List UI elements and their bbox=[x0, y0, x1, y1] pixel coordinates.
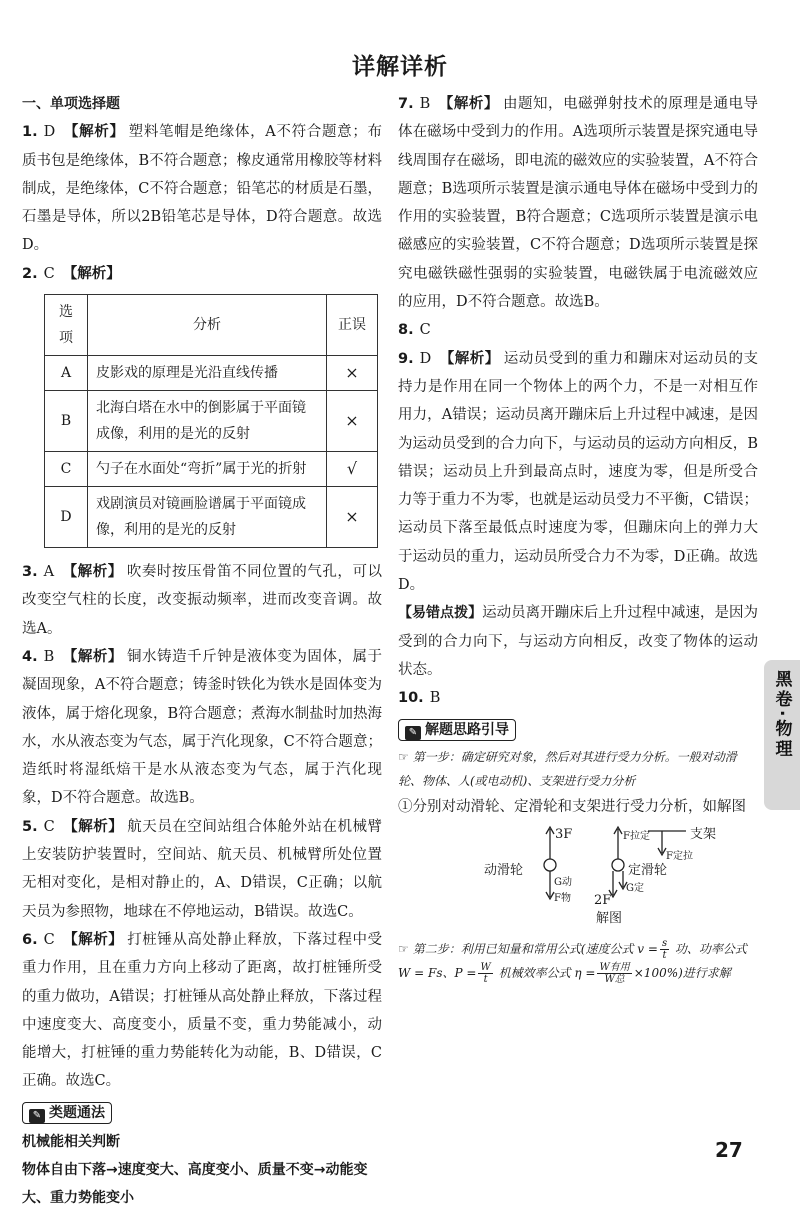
method-subtitle: 机械能相关判断 bbox=[22, 1133, 120, 1150]
force-diagram: 3F 动滑轮 G动 F物 F拉定 定滑轮 G定 2F 支架 F定拉 解图 bbox=[428, 825, 728, 925]
answer-4: 4. B 【解析】 铜水铸造千斤钟是液体变为固体，属于凝固现象，A不符合题意；铸釜时铁化为铁水是固体变为液体，属于熔化现象，B符合题意；煮海水制盐时加热海水，水从液态变为气态，属于汽化现象，C不符合题意；造纸时将湿纸焙干是水从液态变为气态，属于汽化现象，D不符合题意。故选B。 bbox=[22, 648, 383, 807]
analysis-tag: 【解析】 bbox=[63, 124, 125, 141]
table-header: 正误 bbox=[327, 295, 378, 356]
q-answer: D bbox=[43, 124, 56, 141]
answer-1 bbox=[22, 118, 382, 259]
q-answer: C bbox=[43, 265, 55, 282]
section-heading: 一、单项选择题 bbox=[22, 96, 120, 112]
left-column bbox=[22, 90, 382, 1213]
answer-10: 10. B bbox=[398, 690, 441, 707]
q-number: 1. bbox=[22, 124, 38, 141]
hand-pointer-icon: ☞ bbox=[398, 941, 409, 956]
fraction: $\frac{W}{t}$ bbox=[480, 961, 491, 985]
step-1-detail: ①分别对动滑轮、定滑轮和支架进行受力分析，如解图 bbox=[398, 798, 746, 815]
q-number: 2. bbox=[22, 265, 38, 282]
table-row: D 戏剧演员对镜画脸谱属于平面镜成像，利用的是光的反射 × bbox=[45, 487, 378, 548]
right-column bbox=[398, 90, 758, 985]
answer-2 bbox=[22, 260, 382, 288]
answer-8: 8. C bbox=[398, 322, 431, 339]
force-diagram-lines bbox=[428, 825, 728, 925]
answer-7: 7. B 【解析】 由题知，电磁弹射技术的原理是通电导体在磁场中受到力的作用。A选项所示装置是探究通电导线周围存在磁场，即电流的磁效应的实验装置，A不符合题意；B选项所示装置是演示通电导体在磁场中受到力的作用的实验装置，B符合题意；C选项所示装置是演示电磁感应的实验装置，C不符合题意；D选项所示装置是探究电磁铁磁性强弱的实验装置，电磁铁属于电流磁效应的应用，D不符合题意。故选B。 bbox=[398, 96, 759, 311]
hand-pointer-icon: ☞ bbox=[398, 749, 409, 764]
table-row: B 北海白塔在水中的倒影属于平面镜成像，利用的是光的反射 × bbox=[45, 391, 378, 452]
table-header: 选项 bbox=[45, 295, 88, 356]
guide-badge: ✎ 解题思路引导 bbox=[398, 719, 516, 741]
analysis-tag: 【解析】 bbox=[62, 265, 121, 282]
answer-6: 6. C 【解析】 打桩锤从高处静止释放，下落过程中受重力作用，且在重力方向上移动了距离，故打桩锤所受的重力做功，A错误；打桩锤从高处静止释放，下落过程中速度变大、高度变小，质量不变，重力势能减小，动能增大，打桩锤的重力势能转化为动能，B、D错误，C正确。故选C。 bbox=[22, 931, 383, 1090]
table-row: A 皮影戏的原理是光沿直线传播 × bbox=[45, 356, 378, 391]
method-summary: 物体自由下落→速度变大、高度变小、质量不变→动能变大、重力势能变小 bbox=[22, 1162, 368, 1207]
step-2: ☞ 第二步：利用已知量和常用公式(速度公式 v = $\frac{s}{t}$ 功、功率公式 W = Fs、P = $\frac{W}{t}$ 机械效率公式 η = W有用 W总 ×100%)进行求解 bbox=[398, 937, 747, 985]
page-title: 详解详析 bbox=[352, 54, 448, 80]
step-1: ☞ 第一步：确定研究对象，然后对其进行受力分析。一般对动滑轮、物体、人(或电动机)、支架进行受力分析 bbox=[398, 749, 737, 788]
answer-3: 3. A 【解析】 吹奏时按压骨笛不同位置的气孔，可以改变空气柱的长度，改变振动频率，进而改变音调。故选A。 bbox=[22, 564, 383, 637]
fraction: W有用 W总 bbox=[599, 961, 630, 985]
table-header: 分析 bbox=[88, 295, 327, 356]
page-number: 27 bbox=[715, 1138, 743, 1162]
answer-5: 5. C 【解析】 航天员在空间站组合体舱外站在机械臂上安装防护装置时，空间站、航天员、机械臂所处位置无相对变化，是相对静止的，A、D错误，C正确；以航天员为参照物，地球在不停地运动，B错误。故选C。 bbox=[22, 818, 383, 920]
analysis-text: 塑料笔帽是绝缘体，A不符合题意；布质书包是绝缘体，B不符合题意；橡皮通常用橡胶等材料制成，是绝缘体，C不符合题意；铅笔芯的材质是石墨，石墨是导体，所以2B铅笔芯是导体，D符合题意。故选D。 bbox=[22, 124, 382, 254]
note-icon: ✎ bbox=[405, 726, 421, 740]
fraction: $\frac{s}{t}$ bbox=[661, 937, 668, 961]
error-tip: 【易错点拨】运动员离开蹦床后上升过程中减速，是因为受到的合力向下，与运动方向相反，改变了物体的运动状态。 bbox=[398, 605, 758, 678]
table-row: C 勺子在水面处“弯折”属于光的折射 √ bbox=[45, 452, 378, 487]
answer-9: 9. D 【解析】 运动员受到的重力和蹦床对运动员的支持力是作用在同一个物体上的两个力，不是一对相互作用力，A错误；运动员离开蹦床后上升过程中减速，是因为运动员受到的合力向下，与运动员的运动方向相反，B错误；运动员上升到最高点时，速度为零，但是所受合力等于重力不为零，也就是运动员受力不平衡，C错误；运动员下落至最低点时速度为零，但蹦床向上的弹力大于运动员的重力，运动员所受合力不为零，D正确。故选D。 bbox=[398, 350, 759, 594]
method-badge: ✎ 类题通法 bbox=[22, 1102, 112, 1124]
analysis-table bbox=[44, 294, 378, 548]
subject-side-tab: 黑卷·物理 bbox=[764, 660, 800, 810]
key-icon: ✎ bbox=[29, 1109, 45, 1123]
